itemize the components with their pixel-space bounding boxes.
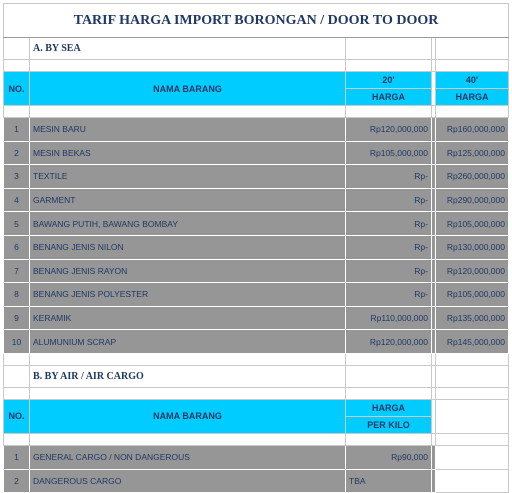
price-40: Rp120,000,000	[436, 259, 509, 283]
price-40: Rp260,000,000	[436, 165, 509, 189]
price-per-kilo: Rp90,000	[346, 445, 432, 469]
price-20: Rp105,000,000	[346, 141, 432, 165]
table-row: 1 MESIN BARU Rp120,000,000 Rp160,000,000	[4, 118, 509, 142]
col-header-harga-40: HARGA	[436, 89, 509, 106]
item-name: KERAMIK	[30, 306, 346, 330]
table-row: 1 GENERAL CARGO / NON DANGEROUS Rp90,000	[4, 445, 509, 469]
air-col-header-no: NO.	[4, 399, 30, 433]
price-20: Rp110,000,000	[346, 306, 432, 330]
table-row: 10 ALUMUNIUM SCRAP Rp120,000,000 Rp145,000,000	[4, 330, 509, 354]
item-name: MESIN BARU	[30, 118, 346, 142]
price-40: Rp135,000,000	[436, 306, 509, 330]
price-40: Rp105,000,000	[436, 212, 509, 236]
price-40: Rp160,000,000	[436, 118, 509, 142]
item-name: GENERAL CARGO / NON DANGEROUS	[30, 445, 346, 469]
item-name: BENANG JENIS RAYON	[30, 259, 346, 283]
col-header-no: NO.	[4, 72, 30, 106]
section-sea-label: A. BY SEA	[30, 38, 346, 60]
price-20: Rp120,000,000	[346, 118, 432, 142]
price-20: Rp-	[346, 259, 432, 283]
tariff-table	[3, 3, 509, 493]
item-name: BAWANG PUTIH, BAWANG BOMBAY	[30, 212, 346, 236]
table-row: 2 MESIN BEKAS Rp105,000,000 Rp125,000,000	[4, 141, 509, 165]
price-40: Rp125,000,000	[436, 141, 509, 165]
price-20: Rp-	[346, 188, 432, 212]
section-air-label: B. BY AIR / AIR CARGO	[30, 365, 346, 387]
col-header-name: NAMA BARANG	[30, 72, 346, 106]
price-20: Rp-	[346, 235, 432, 259]
price-40: Rp145,000,000	[436, 330, 509, 354]
item-name: TEXTILE	[30, 165, 346, 189]
col-header-harga-20: HARGA	[346, 89, 432, 106]
price-20: Rp120,000,000	[346, 330, 432, 354]
table-row: 6 BENANG JENIS NILON Rp- Rp130,000,000	[4, 235, 509, 259]
price-40: Rp130,000,000	[436, 235, 509, 259]
table-row: 3 TEXTILE Rp- Rp260,000,000	[4, 165, 509, 189]
table-row: 5 BAWANG PUTIH, BAWANG BOMBAY Rp- Rp105,000,000	[4, 212, 509, 236]
air-col-header-name: NAMA BARANG	[30, 399, 346, 433]
col-header-40ft: 40'	[436, 72, 509, 89]
page-title: TARIF HARGA IMPORT BORONGAN / DOOR TO DOOR	[4, 4, 509, 38]
item-name: ALUMUNIUM SCRAP	[30, 330, 346, 354]
col-header-20ft: 20'	[346, 72, 432, 89]
table-row: 7 BENANG JENIS RAYON Rp- Rp120,000,000	[4, 259, 509, 283]
table-row: 4 GARMENT Rp- Rp290,000,000	[4, 188, 509, 212]
item-name: DANGEROUS CARGO	[30, 469, 346, 493]
air-col-header-per-kilo: PER KILO	[346, 416, 432, 433]
price-20: Rp-	[346, 212, 432, 236]
price-20: Rp-	[346, 283, 432, 307]
air-col-header-harga: HARGA	[346, 399, 432, 416]
price-40: Rp105,000,000	[436, 283, 509, 307]
price-20: Rp-	[346, 165, 432, 189]
item-name: BENANG JENIS NILON	[30, 235, 346, 259]
price-40: Rp290,000,000	[436, 188, 509, 212]
price-per-kilo: TBA	[346, 469, 432, 493]
table-row: 2 DANGEROUS CARGO TBA	[4, 469, 509, 493]
table-row: 9 KERAMIK Rp110,000,000 Rp135,000,000	[4, 306, 509, 330]
item-name: GARMENT	[30, 188, 346, 212]
item-name: BENANG JENIS POLYESTER	[30, 283, 346, 307]
table-row: 8 BENANG JENIS POLYESTER Rp- Rp105,000,000	[4, 283, 509, 307]
spreadsheet	[3, 3, 508, 493]
item-name: MESIN BEKAS	[30, 141, 346, 165]
